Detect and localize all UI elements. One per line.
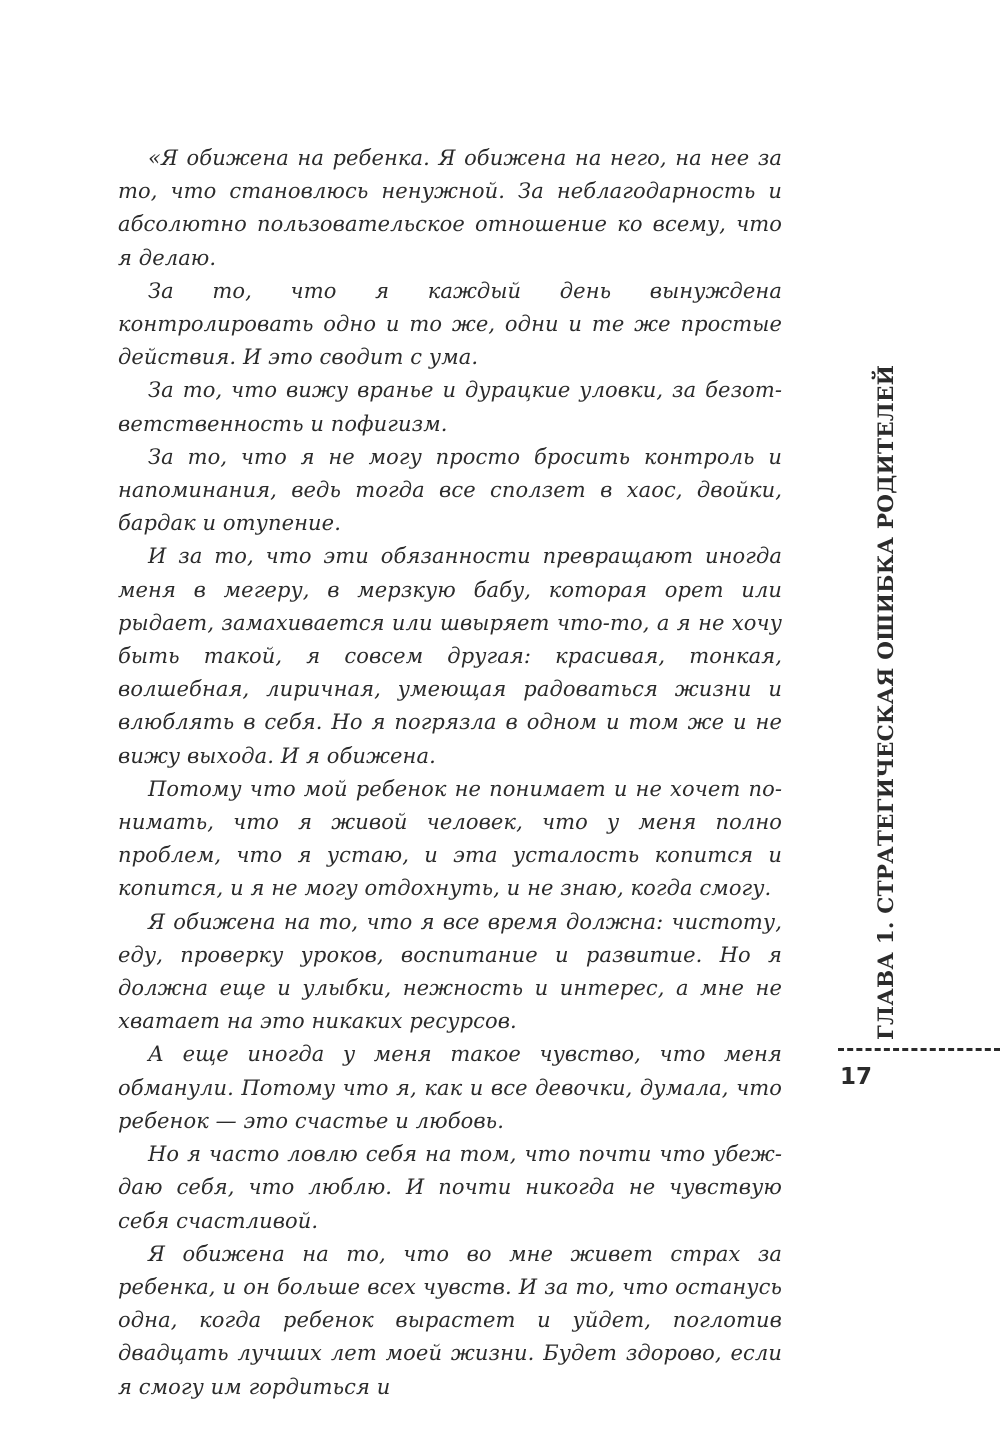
- paragraph: «Я обижена на ребенка. Я обижена на него, на нее за то, что становлюсь ненужной. За неблагодарность и абсолютно пользовательское отношение ко всему, что я делаю.: [118, 146, 782, 270]
- chapter-title: ГЛАВА 1. СТРАТЕГИЧЕСКАЯ ОШИБКА РОДИТЕЛЕЙ: [874, 364, 899, 1040]
- paragraph: Я обижена на то, что во мне живет страх за ребенка, и он больше всех чувств. И за то, что останусь одна, когда ребенок вырастет и уйдет, поглотив двадцать лучших лет моей жизни. Будет здорово, если я смогу им гордиться и: [118, 1241, 782, 1399]
- paragraph: За то, что я не могу просто бросить контроль и напоминания, ведь тогда все сползет в хаос, двойки, бардак и отупение.: [118, 444, 782, 536]
- paragraph: Я обижена на то, что я все время должна: чистоту, еду, проверку уроков, воспитание и развитие. Но я должна еще и улыбки, нежность и интерес, а мне не хватает на это никаких ресурсов.: [118, 909, 782, 1034]
- paragraph: Потому что мой ребенок не понимает и не хочет понимать, что я живой человек, что у меня полно проблем, что я устаю, и эта усталость копится и копится, и я не могу отдохнуть, и не знаю, когда смогу.: [118, 776, 782, 901]
- page-number: 17: [840, 1064, 873, 1090]
- body-text: [118, 142, 782, 1404]
- paragraph: За то, что вижу вранье и дурацкие уловки, за безответственность и пофигизм.: [118, 378, 782, 436]
- paragraph: А еще иногда у меня такое чувство, что меня обманули. Потому что я, как и все девочки, думала, что ребенок — это счастье и любовь.: [118, 1042, 782, 1133]
- paragraph: И за то, что эти обязанности превращают иногда меня в мегеру, в мерзкую бабу, которая орет или рыдает, замахивается или швыряет что-то, а я не хочу быть такой, я совсем другая: красивая, тонкая, волшебная, лиричная, умеющая радоваться жизни и влюблять в себя. Но я погрязла в одном и том же и не вижу выхода. И я обижена.: [118, 544, 782, 768]
- dashed-divider: [838, 1048, 1000, 1051]
- paragraph: За то, что я каждый день вынуждена контролировать одно и то же, одни и те же простые действия. И это сводит с ума.: [118, 278, 782, 370]
- paragraph: Но я часто ловлю себя на том, что почти что убеждаю себя, что люблю. И почти никогда не чувствую себя счастливой.: [118, 1142, 782, 1233]
